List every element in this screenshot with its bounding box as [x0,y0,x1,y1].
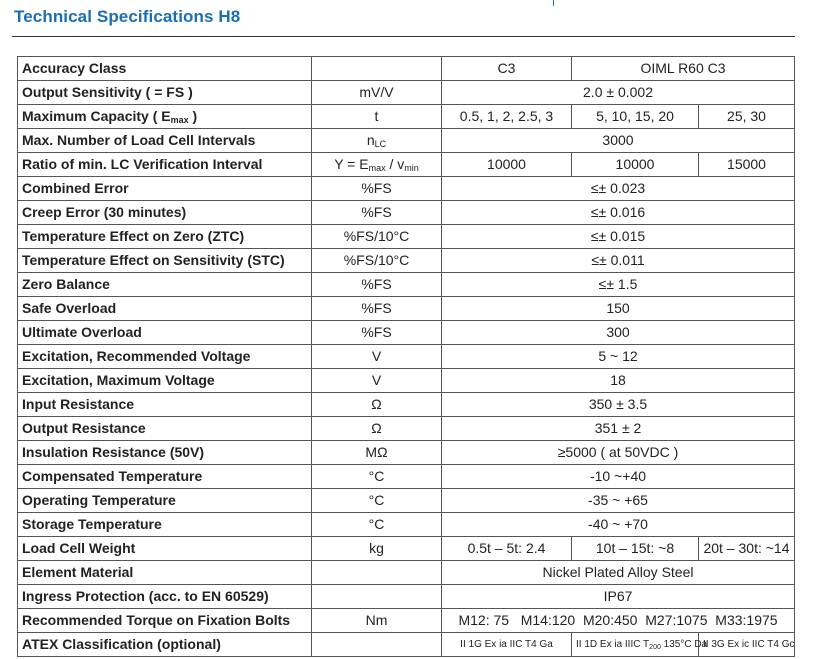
unit-cell: mV/V [312,81,442,105]
unit-cell: Ω [312,417,442,441]
property-label: Input Resistance [18,393,312,417]
value-cell: II 3G Ex ic IIC T4 Gc [699,633,795,657]
property-label: Output Sensitivity ( = FS ) [18,81,312,105]
unit-cell: V [312,369,442,393]
property-label: Ratio of min. LC Verification Interval [18,153,312,177]
value-cell: 150 [442,297,795,321]
property-label: Temperature Effect on Zero (ZTC) [18,225,312,249]
unit-cell: MΩ [312,441,442,465]
property-label: Maximum Capacity ( $E_{max}$ ) [18,105,312,129]
property-label: ATEX Classification (optional) [18,633,312,657]
property-label: Operating Temperature [18,489,312,513]
table-row [18,57,795,81]
page-title: Technical Specifications H8 [14,7,241,26]
table-row [18,369,795,393]
property-label: Insulation Resistance (50V) [18,441,312,465]
property-label: Element Material [18,561,312,585]
unit-cell: $n_{LC}$ [312,129,442,153]
value-cell: 5 ~ 12 [442,345,795,369]
table-row [18,393,795,417]
value-cell: 5, 10, 15, 20 [572,105,699,129]
value-cell: -10 ~+40 [442,465,795,489]
unit-cell: %FS [312,201,442,225]
spec-table [17,56,795,657]
value-cell: 10000 [442,153,572,177]
table-row [18,513,795,537]
value-cell: -40 ~ +70 [442,513,795,537]
table-row [18,417,795,441]
unit-cell: $Y = E_{max} / v_{min}$ [312,153,442,177]
value-cell: C3 [442,57,572,81]
title-tick-mark [553,0,554,6]
property-label: Ultimate Overload [18,321,312,345]
property-label: Excitation, Maximum Voltage [18,369,312,393]
value-cell: 3000 [442,129,795,153]
table-row [18,321,795,345]
unit-cell: %FS [312,297,442,321]
table-row [18,441,795,465]
unit-cell: %FS [312,321,442,345]
property-label: Creep Error (30 minutes) [18,201,312,225]
unit-cell: Ω [312,393,442,417]
table-row [18,561,795,585]
value-cell: OIML R60 C3 [572,57,795,81]
property-label: Excitation, Recommended Voltage [18,345,312,369]
property-label: Safe Overload [18,297,312,321]
unit-cell: °C [312,513,442,537]
value-cell: 20t – 30t: ~14 [699,537,795,561]
value-cell: 10000 [572,153,699,177]
property-label: Storage Temperature [18,513,312,537]
unit-cell: t [312,105,442,129]
unit-cell: %FS [312,177,442,201]
value-cell: ≤± 1.5 [442,273,795,297]
table-row [18,633,795,657]
unit-cell: kg [312,537,442,561]
value-cell: 15000 [699,153,795,177]
value-cell: Nickel Plated Alloy Steel [442,561,795,585]
value-cell: 18 [442,369,795,393]
table-row [18,177,795,201]
unit-cell: %FS/10°C [312,225,442,249]
value-cell: IP67 [442,585,795,609]
unit-cell: %FS [312,273,442,297]
unit-cell [312,57,442,81]
value-cell: 0.5, 1, 2, 2.5, 3 [442,105,572,129]
table-row [18,345,795,369]
value-cell: ≤± 0.011 [442,249,795,273]
property-label: Output Resistance [18,417,312,441]
property-label: Ingress Protection (acc. to EN 60529) [18,585,312,609]
value-cell: 10t – 15t: ~8 [572,537,699,561]
table-row [18,537,795,561]
property-label: Accuracy Class [18,57,312,81]
unit-cell: °C [312,489,442,513]
table-row [18,465,795,489]
unit-cell: %FS/10°C [312,249,442,273]
table-row [18,585,795,609]
value-cell: 2.0 ± 0.002 [442,81,795,105]
unit-cell [312,633,442,657]
unit-cell: °C [312,465,442,489]
property-label: Compensated Temperature [18,465,312,489]
property-label: Load Cell Weight [18,537,312,561]
table-row [18,81,795,105]
table-row [18,153,795,177]
table-row [18,129,795,153]
value-cell: II 1D Ex ia IIIC $T_{200}$ 135°C Da [572,633,699,657]
value-cell: II 1G Ex ia IIC T4 Ga [442,633,572,657]
table-row [18,609,795,633]
value-cell: ≤± 0.023 [442,177,795,201]
table-row [18,201,795,225]
value-cell: 300 [442,321,795,345]
value-cell: 351 ± 2 [442,417,795,441]
table-row [18,489,795,513]
value-cell: ≤± 0.015 [442,225,795,249]
property-label: Recommended Torque on Fixation Bolts [18,609,312,633]
value-cell: 25, 30 [699,105,795,129]
table-row [18,273,795,297]
unit-cell [312,561,442,585]
table-row [18,225,795,249]
value-cell: 0.5t – 5t: 2.4 [442,537,572,561]
value-cell: M12: 75 M14:120 M20:450 M27:1075 M33:1975 [442,609,795,633]
property-label: Combined Error [18,177,312,201]
property-label: Zero Balance [18,273,312,297]
property-label: Temperature Effect on Sensitivity (STC) [18,249,312,273]
table-row [18,249,795,273]
unit-cell: V [312,345,442,369]
value-cell: -35 ~ +65 [442,489,795,513]
property-label: Max. Number of Load Cell Intervals [18,129,312,153]
unit-cell: Nm [312,609,442,633]
table-row [18,105,795,129]
value-cell: ≤± 0.016 [442,201,795,225]
table-row [18,297,795,321]
title-divider [12,36,795,37]
value-cell: 350 ± 3.5 [442,393,795,417]
unit-cell [312,585,442,609]
value-cell: ≥5000 ( at 50VDC ) [442,441,795,465]
